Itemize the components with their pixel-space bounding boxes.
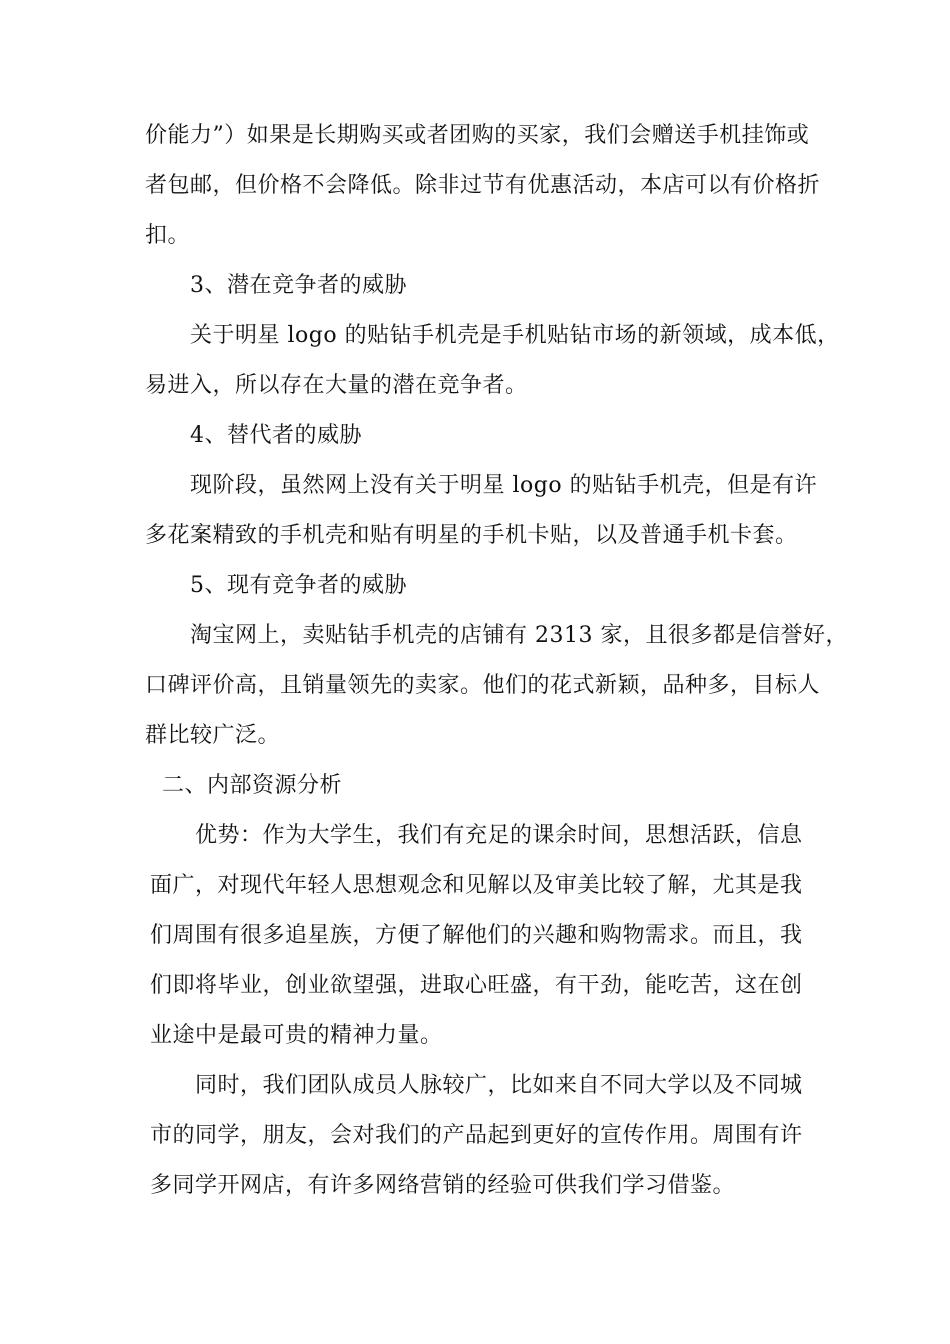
paragraph-line: 业途中是最可贵的精神力量。 [150,1023,443,1048]
paragraph-line: 易进入，所以存在大量的潜在竞争者。 [145,373,528,398]
paragraph-line: 多同学开网店，有许多网络营销的经验可供我们学习借鉴。 [150,1173,736,1198]
paragraph-line: 们即将毕业，创业欲望强，进取心旺盛，有干劲，能吃苦，这在创 [150,973,803,998]
subheading-4: 4、替代者的威胁 [190,423,362,448]
paragraph-line: 价能力”）如果是长期购买或者团购的买家，我们会赠送手机挂饰或 [145,123,810,148]
paragraph-line: 群比较广泛。 [145,723,281,748]
paragraph-line: 口碑评价高，且销量领先的卖家。他们的花式新颖，品种多，目标人 [145,673,821,698]
paragraph-line: 扣。 [145,223,191,248]
paragraph-line: 优势：作为大学生，我们有充足的课余时间，思想活跃，信息 [195,823,803,848]
paragraph-line: 们周围有很多追星族，方便了解他们的兴趣和购物需求。而且，我 [150,923,803,948]
paragraph-line: 同时，我们团队成员人脉较广，比如来自不同大学以及不同城 [195,1073,803,1098]
paragraph-line: 者包邮，但价格不会降低。除非过节有优惠活动，本店可以有价格折 [145,173,821,198]
subheading-3: 3、潜在竞争者的威胁 [190,273,407,298]
subheading-5: 5、现有竞争者的威胁 [190,573,407,598]
paragraph-line: 多花案精致的手机壳和贴有明星的手机卡贴，以及普通手机卡套。 [145,523,798,548]
section-heading: 二、内部资源分析 [162,773,343,798]
paragraph-line: 现阶段，虽然网上没有关于明星 logo 的贴钻手机壳，但是有许 [190,473,818,498]
paragraph-line: 关于明星 logo 的贴钻手机壳是手机贴钻市场的新领域，成本低， [190,323,840,348]
paragraph-line: 市的同学，朋友，会对我们的产品起到更好的宣传作用。周围有许 [150,1123,803,1148]
paragraph-line: 面广，对现代年轻人思想观念和见解以及审美比较了解，尤其是我 [150,873,803,898]
paragraph-line: 淘宝网上，卖贴钻手机壳的店铺有 2313 家，且很多都是信誉好， [190,623,848,648]
